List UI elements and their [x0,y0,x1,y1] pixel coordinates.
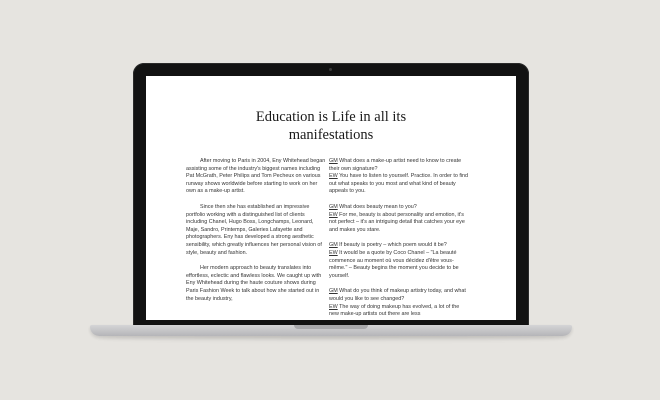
answer-speaker-label: EW [329,249,338,256]
qa-block [329,158,469,196]
answer-text: You have to listen to yourself. Practice. In order to find out what speaks to you most and what kind of beauty appeals to you. [329,173,469,195]
answer-text: The way of doing makeup has evolved, a lot of the new make-up artists out there are less [329,303,460,318]
article-title-line-1: Education is Life in all its [255,109,407,125]
qa-block [329,204,469,234]
article-left-column [186,158,326,311]
question-text: What do you think of makeup artistry today, and what would you like to see changed? [329,288,466,302]
laptop-keyboard-base [90,325,572,336]
laptop-lid [133,63,529,326]
webcam-icon [329,68,332,71]
laptop-screen[interactable] [146,76,516,320]
question-speaker-label: GM [329,288,338,295]
question-text: If beauty is poetry – which poem would it be? [337,242,447,249]
answer-text: For me, beauty is about personality and emotion, it's not perfect – it's an intriguing detail that catches your eye and makes you stare. [329,211,465,233]
question-speaker-label: GM [329,242,338,249]
qa-block [329,242,469,280]
question-text: What does beauty mean to you? [337,203,417,210]
qa-block [329,288,469,318]
article-title [146,108,516,144]
laptop-lid-notch [294,325,368,329]
interview-qa-column [329,158,469,320]
article-paragraph: Her modern approach to beauty translates into effortless, eclectic and flawless looks. We caught up with Eny Whitehead during the haute couture shows during Paris Fashion Week to talk about how she started out in the beauty industry, [186,265,322,302]
article-paragraph: Since then she has established an impressive portfolio working with a distinguished list of clients including Chanel, Hugo Boss, Longchamps, Leonard, Maje, Sandro, Printemps, Galeries Lafayette and photographers. Eny has developed a strong aesthetic sensibility, which greatly influences her personal vision of style, beauty and fashion. [186,203,322,256]
answer-speaker-label: EW [329,303,338,310]
question-speaker-label: GM [329,203,338,210]
answer-speaker-label: EW [329,211,338,218]
article-title-line-2: manifestations [288,127,374,143]
question-text: What does a make-up artist need to know to create their own signature? [329,158,462,172]
answer-text: It would be a quote by Coco Chanel – "La beauté commence au moment où vous décidez d'être vous-même." – Beauty begins the moment you decide to be yourself. [329,249,459,279]
answer-speaker-label: EW [329,173,338,180]
article-paragraph: After moving to Paris in 2004, Eny Whitehead began assisting some of the industry's biggest names including Pat McGrath, Peter Philips and Tom Pecheux on various runway shows worldwide before starting to work on her own as a make-up artist. [186,158,326,195]
question-speaker-label: GM [329,158,338,164]
